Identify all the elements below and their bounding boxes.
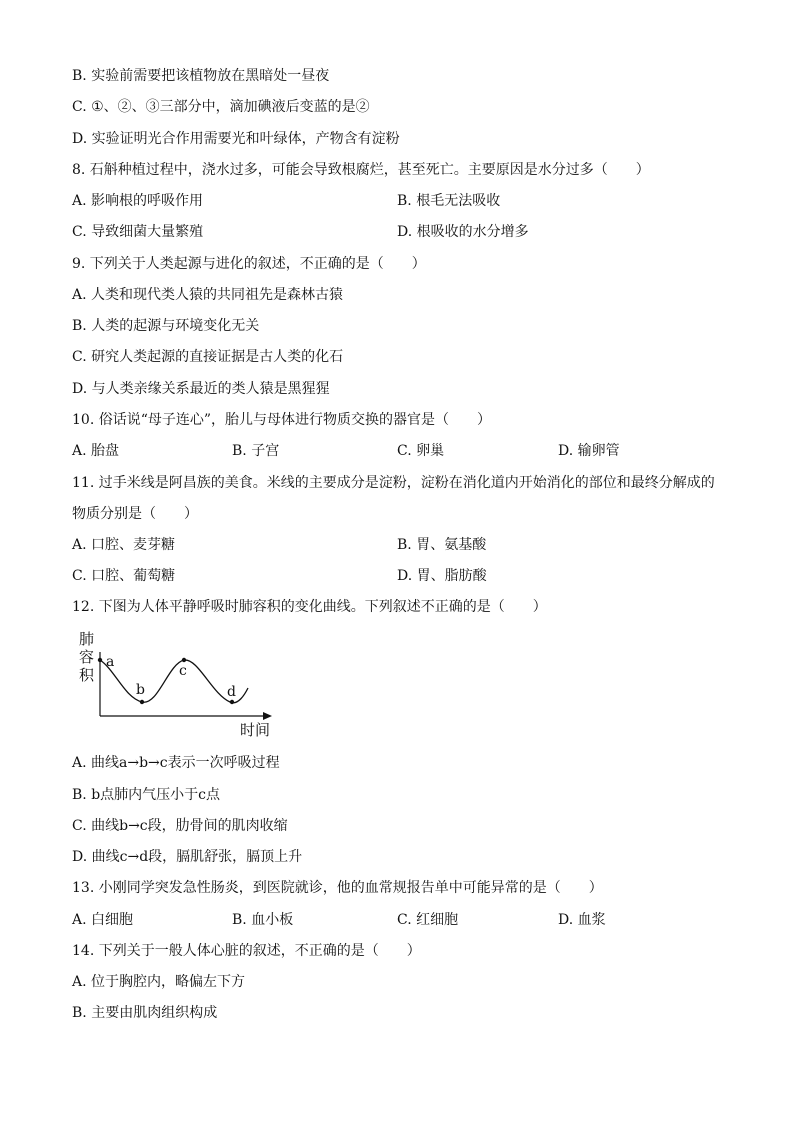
q10-option-c: C. 卵巢	[397, 443, 445, 459]
q12-option-a: A. 曲线a→b→c表示一次呼吸过程	[72, 755, 280, 771]
q11-option-d: D. 胃、脂肪酸	[397, 568, 487, 584]
q9-option-c: C. 研究人类起源的直接证据是古人类的化石	[72, 349, 344, 365]
q7-option-b: B. 实验前需要把该植物放在黑暗处一昼夜	[72, 68, 330, 84]
point-d-label: d	[227, 684, 236, 700]
q12-option-b: B. b点肺内气压小于c点	[72, 787, 220, 803]
q11-option-a: A. 口腔、麦芽糖	[72, 537, 176, 553]
q8-option-a: A. 影响根的呼吸作用	[72, 193, 204, 209]
q11-option-b: B. 胃、氨基酸	[397, 537, 487, 553]
q10-option-b: B. 子宫	[232, 443, 280, 459]
point-c-label: c	[179, 663, 187, 679]
q13-option-d: D. 血浆	[558, 912, 606, 928]
q8-stem: 8. 石斛种植过程中，浇水过多，可能会导致根腐烂，甚至死亡。主要原因是水分过多（ ）	[72, 162, 650, 178]
q13-option-a: A. 白细胞	[72, 912, 134, 928]
q9-option-a: A. 人类和现代类人猿的共同祖先是森林古猿	[72, 287, 344, 303]
q12-stem: 12. 下图为人体平静呼吸时肺容积的变化曲线。下列叙述不正确的是（ ）	[72, 599, 547, 615]
figure-ylabel-1: 肺	[79, 630, 95, 648]
point-c-marker	[182, 658, 186, 662]
lung-volume-curve	[100, 660, 248, 703]
figure-ylabel-3: 积	[79, 666, 95, 684]
q13-option-c: C. 红细胞	[397, 912, 459, 928]
q7-option-d: D. 实验证明光合作用需要光和叶绿体，产物含有淀粉	[72, 131, 400, 147]
q8-option-c: C. 导致细菌大量繁殖	[72, 224, 204, 240]
figure-ylabel-2: 容	[79, 648, 95, 666]
q8-option-b: B. 根毛无法吸收	[397, 193, 501, 209]
q14-option-a: A. 位于胸腔内，略偏左下方	[72, 974, 246, 990]
lung-volume-figure	[70, 628, 280, 740]
point-d-marker	[230, 700, 234, 704]
q7-option-c: C. ①、②、③三部分中，滴加碘液后变蓝的是②	[72, 99, 370, 115]
figure-x-axis-arrow	[263, 712, 272, 720]
q13-option-b: B. 血小板	[232, 912, 294, 928]
q11-option-c: C. 口腔、葡萄糖	[72, 568, 176, 584]
q8-option-d: D. 根吸收的水分增多	[397, 224, 529, 240]
q9-stem: 9. 下列关于人类起源与进化的叙述，不正确的是（ ）	[72, 256, 426, 272]
point-b-label: b	[136, 682, 145, 698]
q10-option-a: A. 胎盘	[72, 443, 120, 459]
q9-option-d: D. 与人类亲缘关系最近的类人猿是黑猩猩	[72, 381, 330, 397]
q10-stem: 10. 俗话说“母子连心”，胎儿与母体进行物质交换的器官是（ ）	[72, 412, 492, 428]
q11-stem-continued: 物质分别是（ ）	[72, 506, 198, 522]
point-a-label: a	[106, 654, 115, 670]
q12-option-d: D. 曲线c→d段，膈肌舒张，膈顶上升	[72, 849, 303, 865]
q9-option-b: B. 人类的起源与环境变化无关	[72, 318, 260, 334]
q11-stem: 11. 过手米线是阿昌族的美食。米线的主要成分是淀粉，淀粉在消化道内开始消化的部位和最终分解成的	[72, 475, 715, 491]
point-b-marker	[140, 700, 144, 704]
q14-stem: 14. 下列关于一般人体心脏的叙述，不正确的是（ ）	[72, 943, 421, 959]
q14-option-b: B. 主要由肌肉组织构成	[72, 1005, 218, 1021]
q12-option-c: C. 曲线b→c段，肋骨间的肌肉收缩	[72, 818, 288, 834]
q10-option-d: D. 输卵管	[558, 443, 620, 459]
q13-stem: 13. 小刚同学突发急性肠炎，到医院就诊，他的血常规报告单中可能异常的是（ ）	[72, 880, 603, 896]
point-a-marker	[98, 658, 102, 662]
figure-xlabel: 时间	[240, 721, 271, 739]
